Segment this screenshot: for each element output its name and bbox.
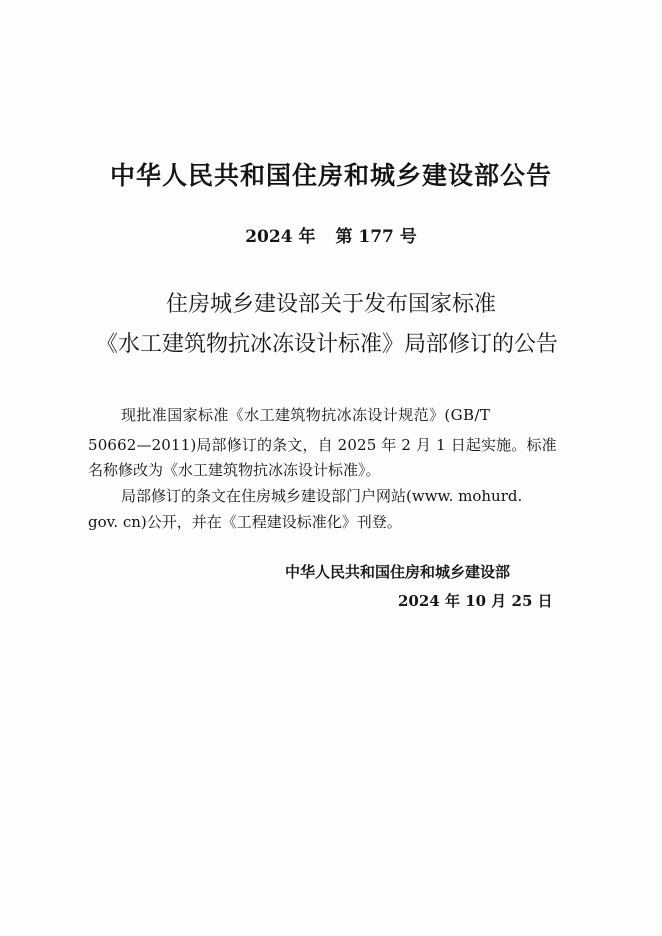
signature-authority: 中华人民共和国住房和城乡建设部 xyxy=(285,563,511,581)
body-paragraph-1-line-3: 名称修改为《水工建筑物抗冰冻设计标准》。 xyxy=(88,461,381,479)
body-paragraph-1-line-1: 现批准国家标准《水工建筑物抗冰冻设计规范》(GB/T xyxy=(121,406,491,424)
body-paragraph-1-line-2: 50662—2011)局部修订的条文，自 2025 年 2 月 1 日起实施。标准 xyxy=(88,436,557,454)
signature-date: 2024 年 10 月 25 日 xyxy=(398,592,553,610)
body-paragraph-2-line-1: 局部修订的条文在住房城乡建设部门户网站(www. mohurd. xyxy=(121,487,523,505)
subject-line-1: 住房城乡建设部关于发布国家标准 xyxy=(165,292,496,317)
announcement-no: 第 177 号 xyxy=(335,227,417,247)
subject-line-2: 《水工建筑物抗冰冻设计标准》局部修订的公告 xyxy=(95,332,558,357)
announcement-year: 2024 年 xyxy=(245,227,316,247)
body-paragraph-2-line-2: gov. cn)公开，并在《工程建设标准化》刊登。 xyxy=(88,513,402,531)
announcement-number xyxy=(0,222,662,247)
issuer-title: 中华人民共和国住房和城乡建设部公告 xyxy=(109,161,552,190)
